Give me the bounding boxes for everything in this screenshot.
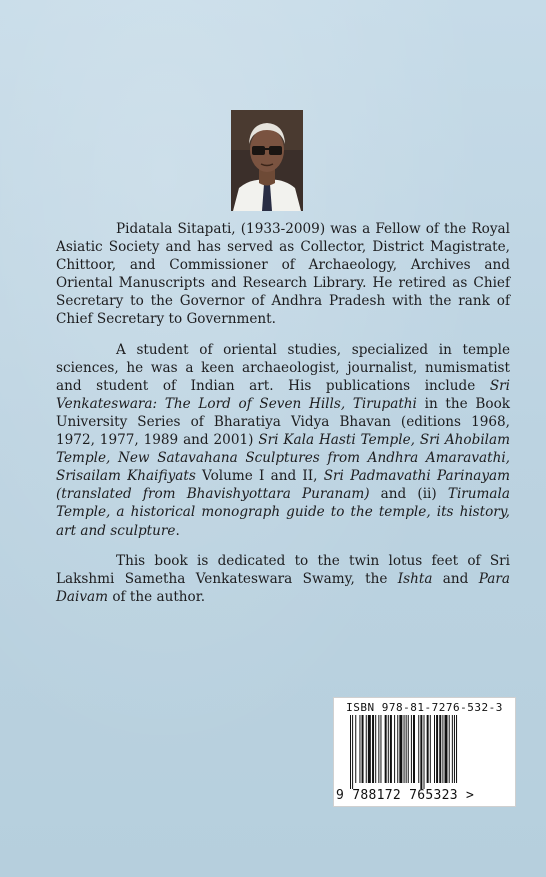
publication-titles-list: Sri Kala Hasti Temple, Sri Ahobilam Temple, New Satavahana Sculptures from Andhra Amaravathi, Srisailam Khaifiyats — [56, 432, 511, 485]
isbn-barcode-label — [333, 697, 516, 807]
bio-p2-text-i: . — [175, 522, 180, 539]
dedication-ishta: Ishta — [397, 570, 433, 587]
publication-title-venkateswara: Sri Venkateswara: The Lord of Seven Hills, Tirupathi — [56, 377, 510, 412]
barcode-digits: 9 788172 765323 > — [336, 788, 475, 803]
publication-title-padmavathi: Sri Padmavathi Parinayam (translated from Bhavishyottara Puranam) — [56, 468, 511, 503]
bio-paragraph-2 — [56, 341, 510, 540]
dedication-paragraph — [56, 552, 510, 606]
publication-title-tirumala: Tirumala Temple, a historical monograph guide to the temple, its history, art and sculpture — [56, 486, 510, 539]
dedication-para-daivam: Para Daivam — [56, 570, 510, 605]
author-biography — [56, 220, 510, 618]
dedication-text-e: of the author. — [108, 588, 206, 605]
dedication-text-a: This book is dedicated to the twin lotus feet of Sri Lakshmi Sametha Venkateswara Swamy, the — [56, 552, 510, 587]
bio-p2-text-e: Volume I and II, — [195, 468, 324, 485]
bio-paragraph-1: Pidatala Sitapati, (1933-2009) was a Fellow of the Royal Asiatic Society and has served as Collector, District Magistrate, Chittoor, and Commissioner of Archaeology, Archives and Oriental Manuscripts and Research Library. He retired as Chief Secretary to the Governor of Andhra Pradesh with the rank of Chief Secretary to Government. — [56, 221, 510, 328]
author-photo — [231, 110, 303, 211]
author-portrait-image — [231, 110, 303, 211]
bio-p2-text-g: and (ii) — [369, 486, 448, 503]
barcode-icon — [348, 715, 500, 789]
dedication-text-c: and — [432, 570, 479, 587]
bio-p2-text-a: A student of oriental studies, specialized in temple sciences, he was a keen archaeologist, journalist, numismatist and student of Indian art. His publications include — [56, 341, 510, 394]
isbn-number: ISBN 978-81-7276-532-3 — [346, 701, 503, 714]
bio-p2-text-c: in the Book University Series of Bharatiya Vidya Bhavan (editions 1968, 1972, 1977, 1989 and 2001) — [56, 395, 510, 449]
